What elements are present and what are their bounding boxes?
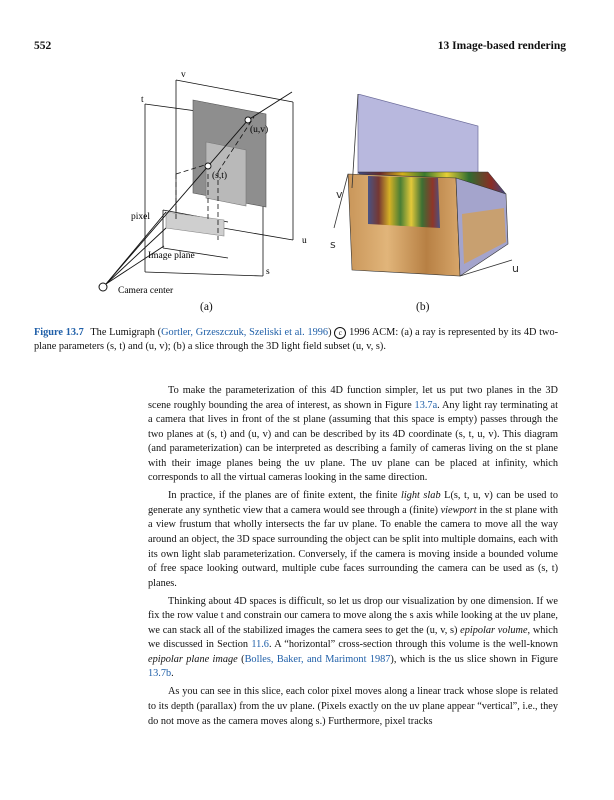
term-viewport: viewport (440, 504, 477, 516)
axis-v-label: v (181, 70, 186, 80)
figure-caption (34, 326, 558, 355)
axis-s-label: s (266, 267, 270, 277)
citation-link[interactable]: Bolles, Baker, and Marimont 1987 (244, 653, 391, 665)
axis-u-label: u (512, 262, 519, 275)
point-uv-marker (245, 117, 251, 123)
image-plane-label: Image plane (148, 251, 195, 261)
term-epipolar-volume: epipolar volume (460, 624, 528, 636)
camera-center-marker (99, 283, 107, 291)
figure-panel-b (328, 94, 538, 286)
paragraph-4: As you can see in this slice, each color pixel moves along a linear track whose slope is related to its depth (parallax) from the uv plane. (Pixels exactly on the uv plane appear “vertical”, i.e., they do not move as the camera moves along s.) Furthermore, pixel tracks (148, 686, 558, 727)
panel-a-label: (a) (200, 301, 213, 313)
st-plane-s-axis (145, 272, 263, 276)
caption-lead: The Lumigraph ( (90, 327, 162, 338)
section-ref-link[interactable]: 11.6 (251, 639, 269, 651)
term-light-slab: light slab (400, 490, 441, 502)
point-st-label: (s,t) (212, 171, 228, 181)
paragraph-2: In practice, if the planes are of finite extent, the finite light slab L(s, t, u, v) can be used to generate any synthetic view that a camera would see through a (finite) viewport in the st plane with a view frustum that wholly intersects the far uv plane. To enable the camera to move all the way around an object, the 3D space surrounding the object can be split into multiple domains, each with its own light slab parameterization. Conversely, if the camera is moving inside a bounded volume of free space looking outward, multiple cube faces surrounding the camera can be used as (s, t) planes. (148, 490, 558, 589)
body-text (148, 384, 558, 733)
figure-number: Figure 13.7 (34, 327, 84, 338)
paragraph-1: To make the parameterization of this 4D function simpler, let us put two planes in the 3D scene roughly bounding the area of interest, as shown in Figure 13.7a. Any light ray terminating at a camera that lives in front of the st plane (assuming that this space is empty) passes through the two planes at (s, t) and (u, v) and can be described by its 4D coordinate (s, t, u, v). This diagram (and parameterization) can be interpreted as describing a family of cameras living on the st plane with their image planes being the uv plane. The uv plane can be placed at infinity, which corresponds to all the virtual cameras looking in the same direction. (148, 385, 558, 484)
axis-t-label: t (141, 95, 144, 105)
point-st-marker (205, 163, 211, 169)
axis-s-label: s (330, 238, 336, 251)
term-epipolar-plane-image: epipolar plane image (148, 653, 238, 665)
panel-b-label: (b) (416, 301, 430, 313)
page-number: 552 (34, 40, 52, 52)
copyright-symbol: c (334, 327, 346, 339)
figure-ref-link[interactable]: 13.7a (414, 399, 438, 411)
caption-citation-link[interactable]: Gortler, Grzeszczuk, Szeliski et al. 1996 (161, 327, 329, 338)
caption-rest: 1996 ACM: (a) a ray is represented by its 4D two-plane parameters (s, t) and (u, v); (b) a slice through the 3D light field subset (u, v, s). (34, 327, 559, 353)
axis-s-line (334, 174, 348, 228)
caption-after-citation: ) (328, 327, 332, 338)
axis-v-label: v (336, 188, 343, 201)
axis-u-label: u (302, 236, 307, 246)
running-head: 13 Image-based rendering (437, 40, 566, 52)
paragraph-3: Thinking about 4D spaces is difficult, so let us drop our visualization by one dimension. If we fix the row value t and constrain our camera to move along the s axis while looking at the uv plane, we can stack all of the stabilized images the camera sees to get the (u, v, s) epipolar volume, which we discussed in Section 11.6. A “horizontal” cross-section through this volume is the well-known epipolar plane image (Bolles, Baker, and Marimont 1987), which is the us slice shown in Figure 13.7b. (148, 595, 558, 680)
figure-panel-a (88, 62, 328, 302)
pixel-label: pixel (131, 212, 150, 222)
point-uv-label: (u,v) (250, 125, 269, 135)
figure-ref-link[interactable]: 13.7b (148, 668, 172, 680)
camera-center-label: Camera center (118, 286, 174, 296)
